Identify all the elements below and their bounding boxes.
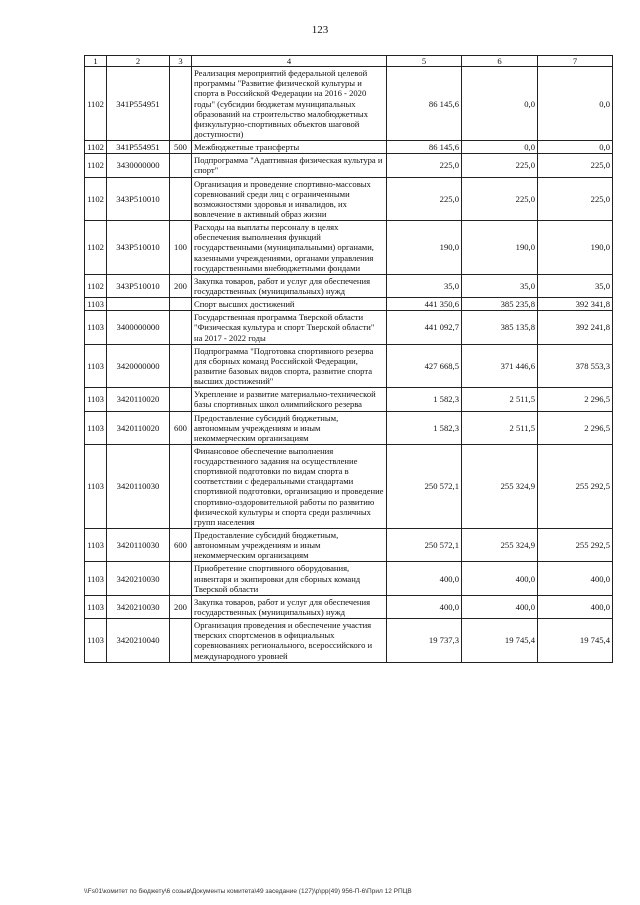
cell-section-code: 1103 — [85, 344, 107, 388]
cell-section-code: 1103 — [85, 619, 107, 663]
cell-amount-col6: 0,0 — [462, 67, 538, 141]
table-row — [85, 444, 613, 528]
cell-amount-col6: 225,0 — [462, 177, 538, 221]
table-row — [85, 154, 613, 177]
cell-section-code: 1102 — [85, 154, 107, 177]
cell-item-name: Расходы на выплаты персоналу в целях обеспечения выполнения функций государственными (муниципальными) органами, казенными учреждениями, органами управления государственными внебюджетными фондами — [192, 221, 387, 275]
table-row — [85, 344, 613, 388]
cell-expense-type: 600 — [170, 411, 192, 444]
cell-expense-type — [170, 177, 192, 221]
cell-amount-col6: 19 745,4 — [462, 619, 538, 663]
cell-amount-col5: 225,0 — [387, 154, 462, 177]
table-row — [85, 529, 613, 562]
cell-target-code: 3420000000 — [107, 344, 170, 388]
footer-file-path: \\Fs01\комитет по бюджету\6 созыв\Документы комитета\49 заседание (127)\р\рр(49) 956-П-6\Прил 12 РПЦВ — [84, 888, 412, 895]
cell-section-code: 1102 — [85, 177, 107, 221]
cell-section-code: 1103 — [85, 411, 107, 444]
table-row — [85, 274, 613, 297]
cell-amount-col5: 86 145,6 — [387, 67, 462, 141]
cell-amount-col7: 400,0 — [538, 562, 613, 595]
cell-amount-col5: 225,0 — [387, 177, 462, 221]
budget-table — [84, 55, 613, 663]
cell-amount-col5: 19 737,3 — [387, 619, 462, 663]
cell-amount-col5: 441 092,7 — [387, 311, 462, 344]
cell-amount-col7: 225,0 — [538, 154, 613, 177]
cell-target-code: 3420210030 — [107, 562, 170, 595]
cell-expense-type — [170, 619, 192, 663]
cell-item-name: Предоставление субсидий бюджетным, автономным учреждениям и иным некоммерческим организациям — [192, 529, 387, 562]
cell-section-code: 1102 — [85, 141, 107, 154]
cell-amount-col5: 400,0 — [387, 562, 462, 595]
cell-amount-col7: 400,0 — [538, 595, 613, 618]
cell-item-name: Организация проведения и обеспечение участия тверских спортсменов в официальных соревнованиях регионального, всероссийского и международного уровней — [192, 619, 387, 663]
cell-amount-col7: 392 341,8 — [538, 298, 613, 311]
cell-section-code: 1103 — [85, 388, 107, 411]
header-col-3: 3 — [170, 56, 192, 67]
cell-amount-col6: 190,0 — [462, 221, 538, 275]
table-header-row — [85, 56, 613, 67]
cell-item-name: Предоставление субсидий бюджетным, автономным учреждениям и иным некоммерческим организациям — [192, 411, 387, 444]
cell-amount-col6: 2 511,5 — [462, 388, 538, 411]
cell-target-code: 341P554951 — [107, 67, 170, 141]
cell-amount-col6: 400,0 — [462, 595, 538, 618]
cell-amount-col6: 255 324,9 — [462, 444, 538, 528]
cell-section-code: 1102 — [85, 221, 107, 275]
table-row — [85, 298, 613, 311]
cell-amount-col7: 0,0 — [538, 67, 613, 141]
page-number: 123 — [311, 24, 329, 36]
cell-amount-col7: 2 296,5 — [538, 411, 613, 444]
cell-amount-col5: 427 668,5 — [387, 344, 462, 388]
cell-expense-type: 600 — [170, 529, 192, 562]
header-col-1: 1 — [85, 56, 107, 67]
cell-expense-type: 100 — [170, 221, 192, 275]
cell-amount-col6: 400,0 — [462, 562, 538, 595]
cell-amount-col5: 1 582,3 — [387, 411, 462, 444]
cell-expense-type — [170, 562, 192, 595]
cell-amount-col5: 400,0 — [387, 595, 462, 618]
header-col-2: 2 — [107, 56, 170, 67]
table-row — [85, 562, 613, 595]
cell-item-name: Укрепление и развитие материально-технической базы спортивных школ олимпийского резерва — [192, 388, 387, 411]
cell-target-code: 3430000000 — [107, 154, 170, 177]
cell-expense-type: 200 — [170, 274, 192, 297]
table-row — [85, 67, 613, 141]
cell-amount-col7: 378 553,3 — [538, 344, 613, 388]
cell-amount-col7: 0,0 — [538, 141, 613, 154]
table-row — [85, 177, 613, 221]
cell-target-code — [107, 298, 170, 311]
cell-expense-type — [170, 388, 192, 411]
cell-expense-type — [170, 298, 192, 311]
cell-item-name: Подпрограмма "Подготовка спортивного резерва для сборных команд Российской Федерации, развитие базовых видов спорта, развитие спорта высших достижений" — [192, 344, 387, 388]
cell-item-name: Организация и проведение спортивно-массовых соревнований среди лиц с ограниченными возможностями здоровья и инвалидов, их вовлечение в активный образ жизни — [192, 177, 387, 221]
cell-amount-col6: 0,0 — [462, 141, 538, 154]
cell-target-code: 3400000000 — [107, 311, 170, 344]
cell-target-code: 343P510010 — [107, 274, 170, 297]
header-col-5: 5 — [387, 56, 462, 67]
cell-target-code: 3420110030 — [107, 529, 170, 562]
cell-amount-col5: 1 582,3 — [387, 388, 462, 411]
cell-expense-type — [170, 67, 192, 141]
cell-expense-type: 200 — [170, 595, 192, 618]
cell-target-code: 343P510010 — [107, 221, 170, 275]
cell-amount-col5: 35,0 — [387, 274, 462, 297]
cell-amount-col6: 35,0 — [462, 274, 538, 297]
cell-section-code: 1103 — [85, 311, 107, 344]
table-row — [85, 411, 613, 444]
cell-target-code: 3420210040 — [107, 619, 170, 663]
cell-amount-col7: 255 292,5 — [538, 529, 613, 562]
cell-amount-col7: 2 296,5 — [538, 388, 613, 411]
cell-item-name: Реализация мероприятий федеральной целевой программы "Развитие физической культуры и спорта в Российской Федерации на 2016 - 2020 годы" (субсидии бюджетам муниципальных образований на строительство малобюджетных физкультурно-спортивных объектов шаговой доступности) — [192, 67, 387, 141]
cell-amount-col6: 385 235,8 — [462, 298, 538, 311]
table-row — [85, 141, 613, 154]
cell-section-code: 1103 — [85, 444, 107, 528]
cell-item-name: Закупка товаров, работ и услуг для обеспечения государственных (муниципальных) нужд — [192, 274, 387, 297]
cell-item-name: Приобретение спортивного оборудования, инвентаря и экипировки для сборных команд Тверской области — [192, 562, 387, 595]
cell-section-code: 1102 — [85, 67, 107, 141]
cell-section-code: 1103 — [85, 298, 107, 311]
cell-target-code: 3420110020 — [107, 388, 170, 411]
header-col-6: 6 — [462, 56, 538, 67]
cell-target-code: 3420210030 — [107, 595, 170, 618]
cell-expense-type — [170, 444, 192, 528]
cell-target-code: 341P554951 — [107, 141, 170, 154]
table-row — [85, 311, 613, 344]
table-row — [85, 595, 613, 618]
cell-amount-col5: 190,0 — [387, 221, 462, 275]
cell-item-name: Государственная программа Тверской области "Физическая культура и спорт Тверской области" на 2017 - 2022 годы — [192, 311, 387, 344]
cell-amount-col5: 441 350,6 — [387, 298, 462, 311]
cell-amount-col6: 2 511,5 — [462, 411, 538, 444]
cell-expense-type — [170, 154, 192, 177]
cell-item-name: Спорт высших достижений — [192, 298, 387, 311]
cell-target-code: 343P510010 — [107, 177, 170, 221]
cell-target-code: 3420110030 — [107, 444, 170, 528]
cell-amount-col7: 225,0 — [538, 177, 613, 221]
cell-amount-col6: 255 324,9 — [462, 529, 538, 562]
cell-amount-col5: 250 572,1 — [387, 529, 462, 562]
cell-item-name: Подпрограмма "Адаптивная физическая культура и спорт" — [192, 154, 387, 177]
header-col-4: 4 — [192, 56, 387, 67]
table-row — [85, 388, 613, 411]
cell-amount-col6: 385 135,8 — [462, 311, 538, 344]
cell-item-name: Закупка товаров, работ и услуг для обеспечения государственных (муниципальных) нужд — [192, 595, 387, 618]
cell-item-name: Межбюджетные трансферты — [192, 141, 387, 154]
header-col-7: 7 — [538, 56, 613, 67]
cell-target-code: 3420110020 — [107, 411, 170, 444]
cell-expense-type — [170, 344, 192, 388]
cell-amount-col7: 255 292,5 — [538, 444, 613, 528]
table-row — [85, 221, 613, 275]
cell-amount-col7: 35,0 — [538, 274, 613, 297]
cell-section-code: 1103 — [85, 562, 107, 595]
cell-expense-type: 500 — [170, 141, 192, 154]
cell-section-code: 1102 — [85, 274, 107, 297]
table-row — [85, 619, 613, 663]
cell-expense-type — [170, 311, 192, 344]
cell-section-code: 1103 — [85, 529, 107, 562]
cell-amount-col7: 190,0 — [538, 221, 613, 275]
cell-amount-col7: 392 241,8 — [538, 311, 613, 344]
cell-amount-col7: 19 745,4 — [538, 619, 613, 663]
cell-section-code: 1103 — [85, 595, 107, 618]
cell-amount-col6: 225,0 — [462, 154, 538, 177]
cell-amount-col5: 86 145,6 — [387, 141, 462, 154]
cell-amount-col6: 371 446,6 — [462, 344, 538, 388]
cell-amount-col5: 250 572,1 — [387, 444, 462, 528]
cell-item-name: Финансовое обеспечение выполнения государственного задания на осуществление спортивной подготовки по видам спорта в соответствии с федеральными стандартами спортивной подготовки, организацию и проведение спортивно-оздоровительной работы по развитию физической культуры и спорта среди различных групп населения — [192, 444, 387, 528]
